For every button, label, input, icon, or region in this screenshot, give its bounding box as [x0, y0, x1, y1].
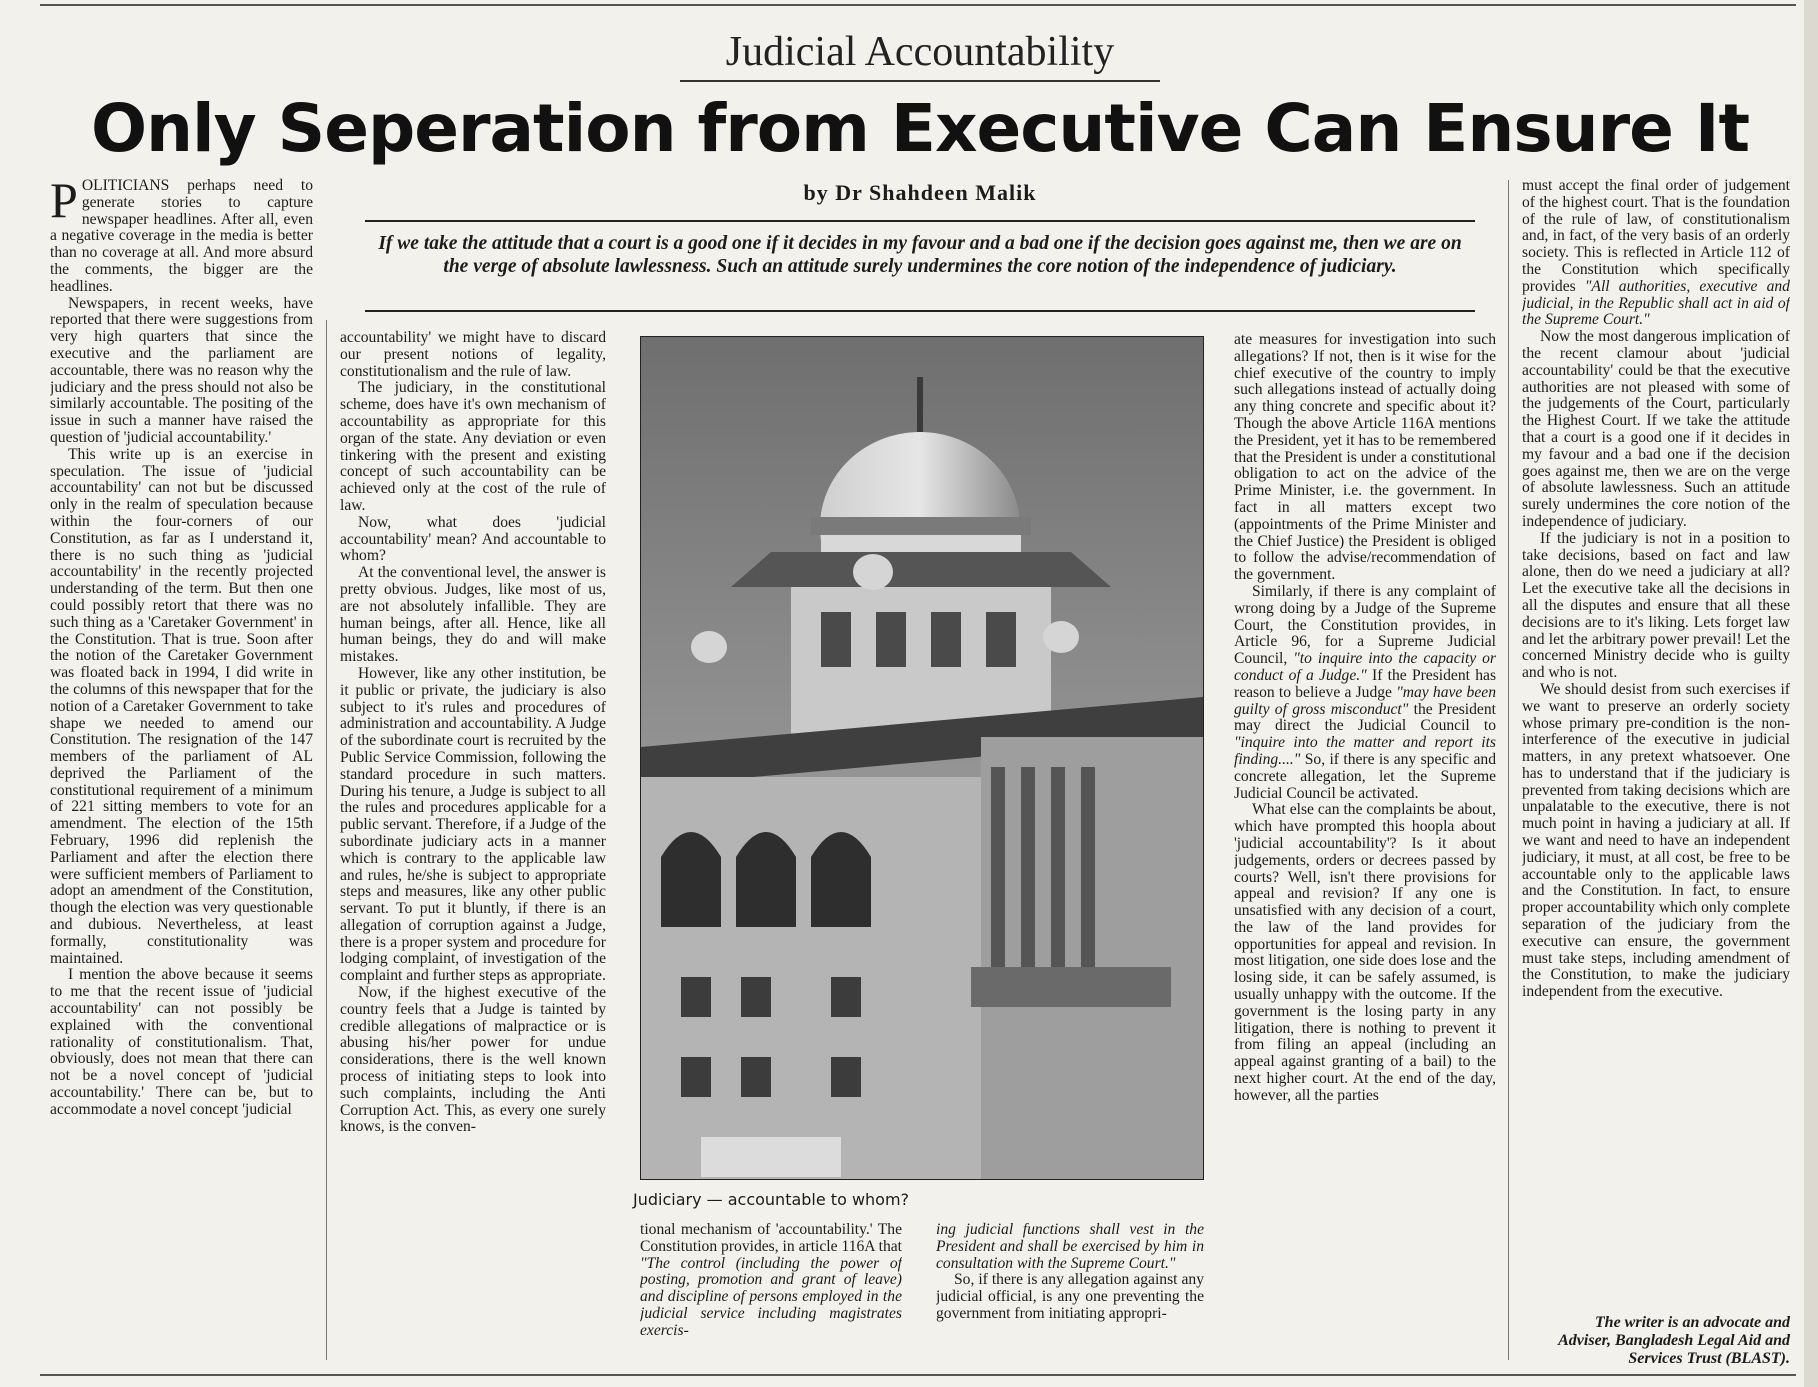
headline: Only Seperation from Executive Can Ensure It [90, 90, 1750, 167]
pull-quote: If we take the attitude that a court is a good one if it decides in my favour and a bad one if the decision goes against me, then we are on the verge of absolute lawlessness. Such an attitude surely undermines the core notion of the independence of judiciary. [378, 233, 1462, 277]
paragraph: OLITICIANS perhaps need to generate stories to capture newspaper headlines. After all, even a negative coverage in the media is better than no coverage at all. And more absurd the comments, the bigger are the headlines. [50, 178, 313, 295]
paragraph-text: If the President has reason to believe a Judge [1234, 666, 1496, 701]
quote: "to inquire into the capacity or conduct of a Judge." [1234, 650, 1496, 684]
column-2 [340, 330, 606, 1360]
pull-quote-bottom-rule [365, 310, 1475, 312]
paragraph: So, if there is any allegation against any judicial official, is any one preventing the government from initiating appropri- [936, 1271, 1204, 1322]
quote: "All authorities, executive and judicial, in the Republic shall act in aid of the Supreme Court." [1522, 277, 1790, 329]
bottom-rule [40, 1374, 1796, 1376]
paragraph-text: So, if there is any specific and concrete allegation, let the Supreme Judicial Council be activated. [1234, 750, 1496, 802]
byline: by Dr Shahdeen Malik [803, 180, 1037, 205]
column-5 [1234, 332, 1496, 1362]
court-building-photo [640, 336, 1204, 1180]
paragraph: accountability' we might have to discard our present notions of legality, constitutionalism and the rule of law. [340, 330, 606, 380]
paragraph: Newspapers, in recent weeks, have reported that there were suggestions from very high quarters that since the executive and the parliament are accountable, there was no reason why the judiciary and the press should not also be similarly accountable. The positing of the issue in such a manner have raised the question of 'judicial accountability.' [50, 294, 313, 446]
court-building-illustration [641, 337, 1203, 1179]
quote: "may have been guilty of gross misconduct" [1234, 683, 1496, 718]
quote: "inquire into the matter and report its finding...." [1234, 734, 1496, 768]
column-divider [1508, 180, 1509, 1360]
page-margin [1804, 0, 1818, 1387]
paragraph: Now the most dangerous implication of the recent clamour about 'judicial accountability' could be that the executive authorities are not pleased with some of the judgements of the Court, particularly the Highest Court. If we take the attitude that a court is a good one if it decides in my favour and a bad one if the decision goes against me, then we are on the verge of absolute lawlessness. Such an attitude surely undermines the core notion of the independence of judiciary. [1522, 328, 1790, 530]
paragraph-text: the President may direct the Judicial Council to [1234, 700, 1496, 735]
paragraph: What else can the complaints be about, which have prompted this hoopla about 'judicial accountability'? Is it about judgements, orders or decrees passed by courts? Well, isn't there provisions for appeal and revision? If any one is unsatisfied with any decision of a court, the law of the land provides for opportunities for appeal and revision. In most litigation, one side does lose and the losing side, it can be safely assumed, is usually unhappy with the outcome. If the government is the losing party in any litigation, there is nothing to prevent it from filing an appeal (including an appeal against granting of a bail) to the next higher court. At the end of the day, however, all the parties [1234, 801, 1496, 1104]
paragraph: I mention the above because it seems to me that the recent issue of 'judicial accountability' can not possibly be explained with the conventional rationality of constitutionalism. That, obviously, does not mean that there can not be a novel concept of 'judicial accountability.' There can be, but to accommodate a novel concept 'judicial [50, 966, 313, 1118]
paragraph: We should desist from such exercises if we want to preserve an orderly society whose primary pre-condition is the non-interference of the executive in judicial matters, in any pretext whatsoever. One has to understand that if the judiciary is prevented from taking decisions which are unpalatable to the executive, there is not much point in having a judiciary at all. If we want and need to have an independent judiciary, it must, at all cost, be free to be accountable only to the applicable laws and the Constitution. In fact, to ensure proper accountability which only complete separation of the judiciary from the executive can ensure, the government must take steps, including amendment of the Constitution, to make the judiciary independent from the executive. [1522, 680, 1790, 1001]
paragraph-text: Similarly, if there is any complaint of wrong doing by a Judge of the Supreme Court, the Constitution provides, in Article 96, for a Supreme Judicial Council, [1234, 582, 1496, 668]
quote: "The control (including the power of posting, promotion and grant of leave) and discipline of persons employed in the judicial service including magistrates exercis- [640, 1254, 902, 1339]
column-1 [50, 178, 313, 1358]
paragraph-text: must accept the final order of judgement of the highest court. That is the foundation of the rule of law, of constitutionalism and, in fact, of the very basis of an orderly society. This is reflected in Article 112 of the Constitution which specifically provides [1522, 178, 1790, 295]
column-divider [326, 320, 327, 1360]
author-note: The writer is an advocate and Adviser, Bangladesh Legal Aid and Services Trust (BLAST). [1558, 1314, 1790, 1367]
drop-cap: P [50, 178, 78, 228]
pull-quote-top-rule [365, 220, 1475, 222]
column-4 [936, 1222, 1204, 1364]
paragraph: If the judiciary is not in a position to take decisions, based on fact and law alone, then do we need a judiciary at all? Let the executive take all the decisions in all the disputes and ensure that all these decisions are to it's liking. Lets forget law and let the arbitrary power prevail! Let the concerned Ministry decide who is guilty and who is not. [1522, 529, 1790, 682]
paragraph: At the conventional level, the answer is pretty obvious. Judges, like most of us, are not absolutely infallible. They are human beings, after all. Hence, like all human beings, they do and will make mistakes. [340, 564, 606, 666]
quote: ing judicial functions shall vest in the President and shall be exercised by him in consultation with the Supreme Court." [936, 1222, 1204, 1272]
column-3 [640, 1222, 902, 1364]
paragraph: Now, if the highest executive of the country feels that a Judge is tainted by credible allegations of malpractice or is abusing his/her power for undue considerations, there is the well known process of initiating steps to look into such complaints, including the Anti Corruption Act. This, as every one surely knows, is the conven- [340, 984, 606, 1136]
paragraph: However, like any other institution, be it public or private, the judiciary is also subject to it's rules and procedures of administration and accountability. A Judge of the subordinate court is recruited by the Public Service Commission, following the standard procedure in such matters. During his tenure, a Judge is subject to all the rules and procedures applicable for a public servant. Therefore, if a Judge of the subordinate judiciary acts in a manner which is contrary to the applicable law and rules, he/she is subject to appropriate steps and measures, like any other public servant. To put it bluntly, if there is an allegation of corruption against a Judge, there is a proper system and procedure for lodging complaint, of investigation of the complaint and further steps as appropriate. [340, 664, 606, 985]
paragraph: ate measures for investigation into such allegations? If not, then is it wise for the chief executive of the country to imply such allegations instead of actually doing any thing concrete and specific about it? Though the above Article 116A mentions the President, yet it has to be remembered that the President is under a constitutional obligation to act on the advice of the Prime Minister, i.e. the government. In fact in all matters except two (appointments of the Prime Minister and the Chief Justice) the President is obliged to follow the advise/recommendation of the government. [1234, 332, 1496, 584]
paragraph: tional mechanism of 'accountability.' The Constitution provides, in article 116A that [640, 1222, 902, 1255]
paragraph: This write up is an exercise in speculation. The issue of 'judicial accountability' can not but be discussed only in the realm of speculation because within the four-corners of our Constitution, as far as I understand it, there is no such thing as 'judicial accountability' in the recently projected understanding of the term. But then one could possibly retort that there was no such thing as a 'Caretaker Government' in the Constitution. That is true. Soon after the notion of the Caretaker Government was floated back in 1994, I did write in the columns of this newspaper that for the notion of a Caretaker Government to take shape we needed to amend our Constitution. The resignation of the 147 members of the parliament of AL deprived the Parliament of the constitutional requirement of a minimum of 221 sitting members to vote for an amendment. The election of the 15th February, 1996 did replenish the Parliament and after the election there were sufficient members of Parliament to adopt an amendment of the Constitution, though the election was very questionable and dubious. Nevertheless, at least formally, constitutionality was maintained. [50, 445, 313, 967]
top-rule [40, 4, 1796, 6]
photo-caption: Judiciary — accountable to whom? [633, 1190, 910, 1209]
paragraph: The judiciary, in the constitutional scheme, does have it's own mechanism of accountability as appropriate for this organ of the state. Any deviation or even tinkering with the present and existing concept of such accountability can be achieved only at the cost of the rule of law. [340, 379, 606, 514]
paragraph: Now, what does 'judicial accountability' mean? And accountable to whom? [340, 513, 606, 565]
kicker-underline [680, 80, 1160, 82]
column-6 [1522, 178, 1790, 1306]
kicker-title: Judicial Accountability [725, 29, 1115, 75]
